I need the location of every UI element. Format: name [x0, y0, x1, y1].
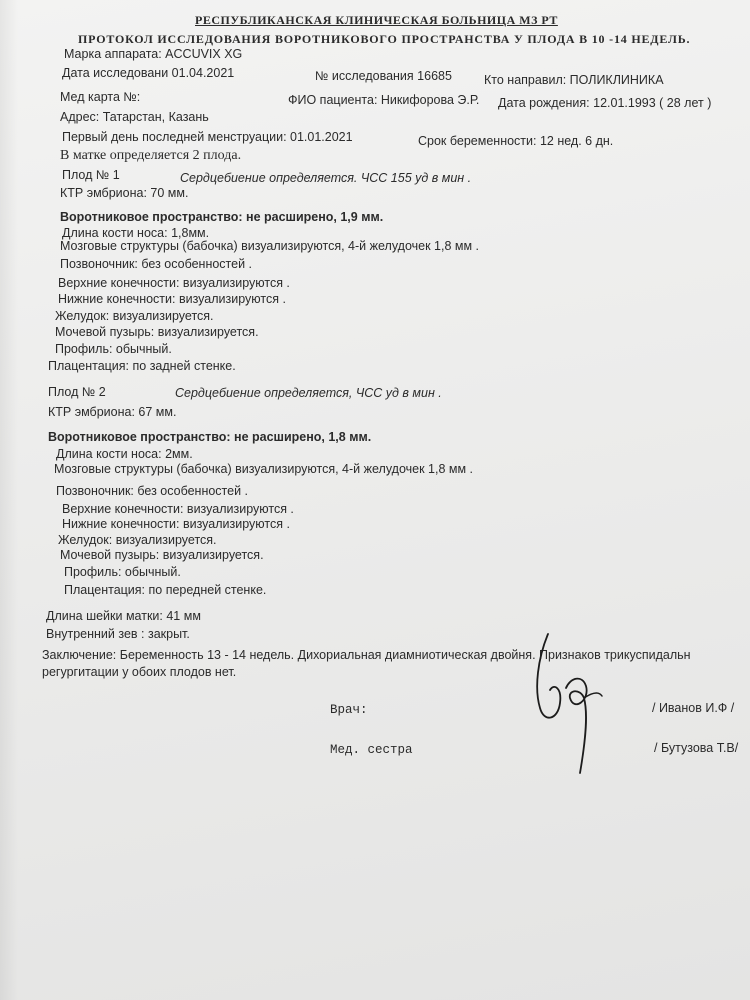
- birth-date-field: Дата рождения: 12.01.1993 ( 28 лет ): [498, 96, 712, 110]
- study-number-field: № исследования 16685: [315, 69, 452, 83]
- fetus2-nose: Длина кости носа: 2мм.: [56, 447, 193, 461]
- fetus1-profile: Профиль: обычный.: [55, 342, 172, 356]
- fetus1-bladder: Мочевой пузырь: визуализируется.: [55, 325, 259, 339]
- fetus1-stomach: Желудок: визуализируется.: [55, 309, 214, 323]
- doctor-label: Врач:: [330, 703, 368, 717]
- study-date-field: Дата исследовани 01.04.2021: [62, 66, 235, 80]
- fetus2-ktr: КТР эмбриона: 67 мм.: [48, 405, 177, 419]
- internal-os: Внутренний зев : закрыт.: [46, 627, 190, 641]
- doctor-name: / Иванов И.Ф /: [652, 701, 735, 715]
- fetus2-brain: Мозговые структуры (бабочка) визуализируются, 4-й желудочек 1,8 мм .: [54, 462, 474, 476]
- nurse-label: Мед. сестра: [330, 743, 413, 757]
- fetus1-nose: Длина кости носа: 1,8мм.: [62, 226, 210, 240]
- fetus1-nt: Воротниковое пространство: не расширено, 1,9 мм.: [60, 210, 384, 224]
- fetus1-placenta: Плацентация: по задней стенке.: [48, 359, 236, 373]
- fetus1-title: Плод № 1: [62, 168, 120, 182]
- protocol-title: ПРОТОКОЛ ИССЛЕДОВАНИЯ ВОРОТНИКОВОГО ПРОСТРАНСТВА У ПЛОДА В 10 -14 НЕДЕЛЬ.: [78, 32, 691, 46]
- fetus1-ktr: КТР эмбриона: 70 мм.: [60, 186, 189, 200]
- fetus1-lower-limbs: Нижние конечности: визуализируются .: [58, 292, 286, 306]
- patient-name-field: ФИО пациента: Никифорова Э.Р.: [288, 93, 480, 107]
- hospital-name: РЕСПУБЛИКАНСКАЯ КЛИНИЧЕСКАЯ БОЛЬНИЦА МЗ РТ: [195, 13, 558, 27]
- fetus2-stomach: Желудок: визуализируется.: [58, 533, 217, 547]
- fetus2-bladder: Мочевой пузырь: визуализируется.: [60, 548, 264, 562]
- last-menstruation-field: Первый день последней менструации: 01.01.2021: [62, 130, 353, 144]
- fetus1-spine: Позвоночник: без особенностей .: [60, 257, 253, 271]
- conclusion-line-2: регургитации у обоих плодов нет.: [42, 665, 237, 679]
- nurse-name: / Бутузова Т.В/: [654, 741, 739, 755]
- fetus1-upper-limbs: Верхние конечности: визуализируются .: [58, 276, 290, 290]
- handwritten-signature: [530, 628, 610, 778]
- device-field: Марка аппарата: ACCUVIX XG: [64, 47, 243, 61]
- address-field: Адрес: Татарстан, Казань: [60, 110, 209, 124]
- referred-by-field: Кто направил: ПОЛИКЛИНИКА: [484, 73, 664, 87]
- uterus-finding: В матке определяется 2 плода.: [60, 148, 242, 163]
- fetus2-nt: Воротниковое пространство: не расширено, 1,8 мм.: [48, 430, 372, 444]
- fetus2-placenta: Плацентация: по передней стенке.: [64, 583, 267, 597]
- fetus2-spine: Позвоночник: без особенностей .: [56, 484, 249, 498]
- conclusion-line-1: Заключение: Беременность 13 - 14 недель. Дихориальная диамниотическая двойня. Признаков трикуспидальн: [42, 648, 691, 662]
- fetus2-profile: Профиль: обычный.: [64, 565, 181, 579]
- fetus2-lower-limbs: Нижние конечности: визуализируются .: [62, 517, 290, 531]
- fetus2-heartbeat: Сердцебиение определяется, ЧСС уд в мин .: [175, 386, 442, 400]
- cervix-length: Длина шейки матки: 41 мм: [46, 609, 201, 623]
- pregnancy-term-field: Срок беременности: 12 нед. 6 дн.: [418, 134, 614, 148]
- med-card-field: Мед карта №:: [60, 90, 141, 104]
- fetus1-brain: Мозговые структуры (бабочка) визуализируются, 4-й желудочек 1,8 мм .: [60, 239, 480, 253]
- fetus1-heartbeat: Сердцебиение определяется. ЧСС 155 уд в мин .: [180, 171, 472, 185]
- fetus2-upper-limbs: Верхние конечности: визуализируются .: [62, 502, 294, 516]
- fetus2-title: Плод № 2: [48, 385, 106, 399]
